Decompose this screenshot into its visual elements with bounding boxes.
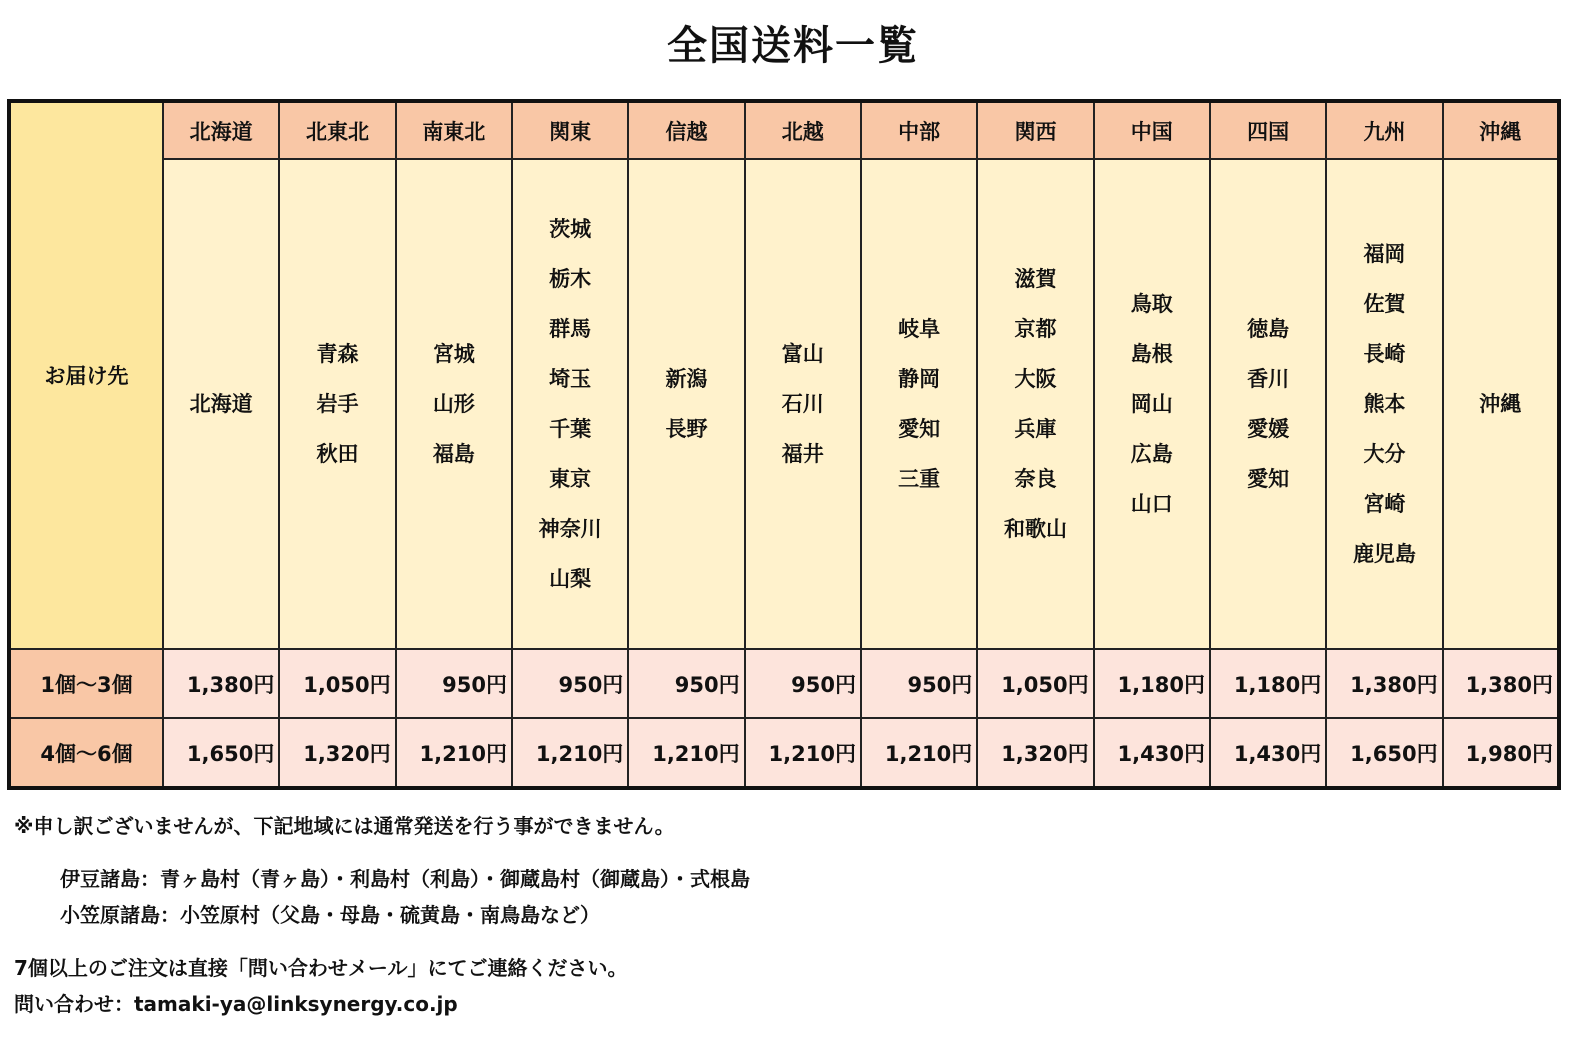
prefecture-name: 岩手	[316, 392, 359, 417]
prefecture-name: 宮城	[432, 342, 475, 367]
quantity-range-label: 1個～3個	[9, 649, 163, 719]
prefecture-name: 福岡	[1363, 242, 1406, 267]
prefecture-name: 熊本	[1363, 392, 1406, 417]
price-cell: 1,380円	[1443, 649, 1559, 719]
prefecture-name: 和歌山	[1003, 517, 1067, 542]
region-header-cell: 南東北	[396, 101, 512, 159]
prefecture-name: 沖縄	[1479, 392, 1522, 417]
region-header-cell: 中国	[1094, 101, 1210, 159]
prefecture-name: 広島	[1130, 442, 1173, 467]
prefecture-name: 富山	[781, 342, 824, 367]
prefecture-name: 大阪	[1014, 367, 1057, 392]
prefecture-name: 長野	[665, 417, 708, 442]
price-row-1-3	[9, 649, 1559, 719]
region-header-cell: 中部	[861, 101, 977, 159]
price-row-4-6	[9, 718, 1559, 788]
price-cell: 1,980円	[1443, 718, 1559, 788]
prefecture-name: 岐阜	[898, 317, 941, 342]
prefecture-name: 鳥取	[1130, 292, 1173, 317]
prefecture-name: 茨城	[549, 217, 592, 242]
price-cell: 1,320円	[977, 718, 1093, 788]
prefecture-name: 愛知	[1247, 467, 1290, 492]
prefecture-name: 島根	[1130, 342, 1173, 367]
prefecture-name: 奈良	[1014, 467, 1057, 492]
region-header-cell: 関東	[512, 101, 628, 159]
price-cell: 1,050円	[977, 649, 1093, 719]
prefecture-list-cell	[745, 159, 861, 649]
prefecture-name: 長崎	[1363, 342, 1406, 367]
prefecture-list-cell	[512, 159, 628, 649]
price-cell: 1,180円	[1094, 649, 1210, 719]
prefecture-name: 福井	[781, 442, 824, 467]
price-cell: 950円	[512, 649, 628, 719]
note-bulk-order: 7個以上のご注文は直接「問い合わせメール」にてご連絡ください。	[14, 956, 628, 980]
prefecture-name: 埼玉	[549, 367, 592, 392]
price-cell: 1,380円	[163, 649, 279, 719]
price-cell: 1,650円	[163, 718, 279, 788]
prefecture-list-cell	[1443, 159, 1559, 649]
prefecture-name: 京都	[1014, 317, 1057, 342]
price-cell: 1,050円	[279, 649, 395, 719]
price-cell: 950円	[396, 649, 512, 719]
shipping-rate-table	[7, 99, 1561, 790]
prefecture-name: 岡山	[1130, 392, 1173, 417]
prefecture-name: 千葉	[549, 417, 592, 442]
region-header-cell: 北越	[745, 101, 861, 159]
region-header-cell: 四国	[1210, 101, 1326, 159]
prefecture-name: 山梨	[549, 567, 592, 592]
prefecture-list-cell	[628, 159, 744, 649]
prefecture-name: 滋賀	[1014, 267, 1057, 292]
prefecture-name: 群馬	[549, 317, 592, 342]
prefecture-list-cell	[1210, 159, 1326, 649]
price-cell: 1,210円	[512, 718, 628, 788]
prefecture-name: 愛知	[898, 417, 941, 442]
notes-section	[14, 808, 1574, 1022]
prefecture-name: 徳島	[1247, 317, 1290, 342]
price-cell: 1,210円	[745, 718, 861, 788]
prefecture-name: 青森	[316, 342, 359, 367]
prefecture-name: 大分	[1363, 442, 1406, 467]
prefecture-name: 石川	[781, 392, 824, 417]
region-header-cell: 北東北	[279, 101, 395, 159]
prefecture-name: 静岡	[898, 367, 941, 392]
prefecture-name: 神奈川	[538, 517, 602, 542]
region-header-cell: 九州	[1326, 101, 1442, 159]
prefecture-list-cell	[163, 159, 279, 649]
prefecture-name: 北海道	[189, 392, 253, 417]
prefecture-list-cell	[1094, 159, 1210, 649]
prefecture-name: 宮崎	[1363, 492, 1406, 517]
prefecture-name: 新潟	[665, 367, 708, 392]
price-cell: 1,430円	[1210, 718, 1326, 788]
price-cell: 1,210円	[861, 718, 977, 788]
price-cell: 1,210円	[396, 718, 512, 788]
region-header-cell: 北海道	[163, 101, 279, 159]
prefecture-list-cell	[977, 159, 1093, 649]
prefecture-list-cell	[396, 159, 512, 649]
note-contact: 問い合わせ：tamaki-ya@linksynergy.co.jp	[14, 992, 458, 1016]
destination-label: お届け先	[9, 101, 163, 649]
prefecture-name: 山口	[1130, 492, 1173, 517]
price-cell: 950円	[861, 649, 977, 719]
price-cell: 1,650円	[1326, 718, 1442, 788]
prefecture-name: 福島	[432, 442, 475, 467]
prefecture-name: 佐賀	[1363, 292, 1406, 317]
prefecture-list-cell	[279, 159, 395, 649]
prefecture-name: 愛媛	[1247, 417, 1290, 442]
region-header-cell: 関西	[977, 101, 1093, 159]
prefecture-list-cell	[1326, 159, 1442, 649]
prefecture-name: 栃木	[549, 267, 592, 292]
prefecture-name: 香川	[1247, 367, 1290, 392]
note-apology: ※申し訳ございませんが、下記地域には通常発送を行う事ができません。	[14, 814, 675, 838]
price-cell: 950円	[745, 649, 861, 719]
prefecture-list-cell	[861, 159, 977, 649]
region-header-cell: 沖縄	[1443, 101, 1559, 159]
price-cell: 1,210円	[628, 718, 744, 788]
region-header-row	[9, 101, 1559, 159]
price-cell: 1,180円	[1210, 649, 1326, 719]
prefecture-name: 東京	[549, 467, 592, 492]
price-cell: 950円	[628, 649, 744, 719]
price-cell: 1,320円	[279, 718, 395, 788]
price-cell: 1,380円	[1326, 649, 1442, 719]
prefecture-name: 兵庫	[1014, 417, 1057, 442]
prefecture-name: 山形	[432, 392, 475, 417]
prefecture-name: 秋田	[316, 442, 359, 467]
prefecture-name: 三重	[898, 467, 941, 492]
quantity-range-label: 4個～6個	[9, 718, 163, 788]
note-ogasawara-islands: 小笠原諸島：小笠原村（父島・母島・硫黄島・南鳥島など）	[60, 903, 600, 927]
note-izu-islands: 伊豆諸島：青ヶ島村（青ヶ島）・利島村（利島）・御蔵島村（御蔵島）・式根島	[60, 867, 750, 891]
prefecture-name: 鹿児島	[1352, 542, 1416, 567]
page-title: 全国送料一覧	[667, 23, 919, 69]
prefecture-row	[9, 159, 1559, 649]
region-header-cell: 信越	[628, 101, 744, 159]
price-cell: 1,430円	[1094, 718, 1210, 788]
